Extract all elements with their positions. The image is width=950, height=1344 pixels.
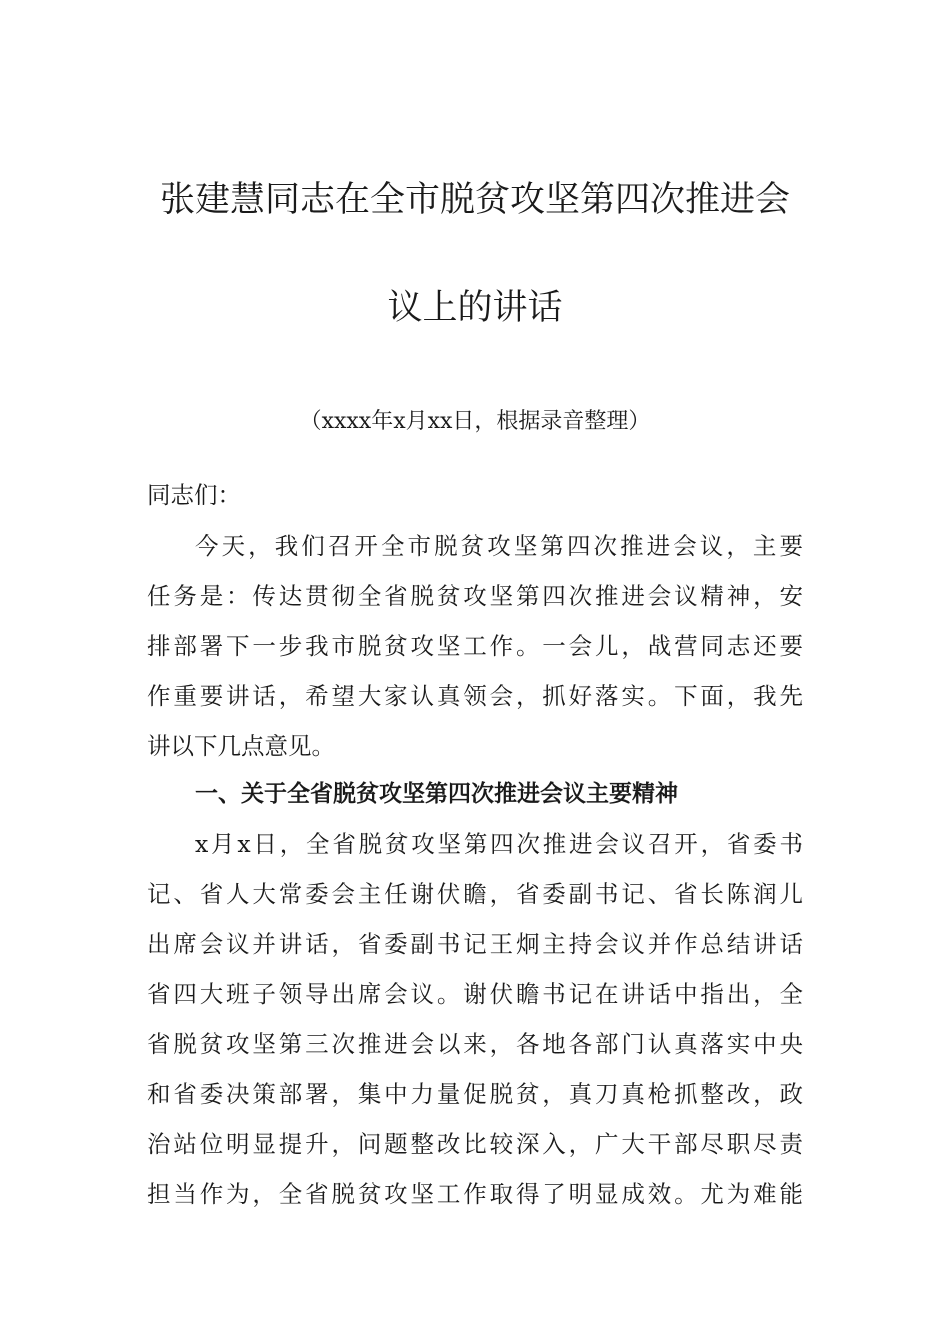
paragraph-1-line-1: 今天，我们召开全市脱贫攻坚第四次推进会议，主要 [195,532,803,560]
section-heading-1: 一、关于全省脱贫攻坚第四次推进会议主要精神 [195,781,678,807]
document-subtitle: （xxxx年x月xx日，根据录音整理） [299,409,651,434]
paragraph-2-line-7: 治站位明显提升，问题整改比较深入，广大干部尽职尽责 [147,1130,803,1158]
paragraph-2-line-4: 省四大班子领导出席会议。谢伏瞻书记在讲话中指出，全 [147,980,803,1008]
paragraph-1-line-3: 排部署下一步我市脱贫攻坚工作。一会儿，战营同志还要 [147,632,803,660]
paragraph-1-line-5: 讲以下几点意见。 [147,732,335,760]
paragraph-2-line-5: 省脱贫攻坚第三次推进会以来，各地各部门认真落实中央 [147,1030,803,1058]
paragraph-1-line-2: 任务是：传达贯彻全省脱贫攻坚第四次推进会议精神，安 [147,582,803,610]
paragraph-1-line-4: 作重要讲话，希望大家认真领会，抓好落实。下面，我先 [147,682,803,710]
document-title-line-1: 张建慧同志在全市脱贫攻坚第四次推进会 [159,180,790,220]
paragraph-2-line-8: 担当作为，全省脱贫攻坚工作取得了明显成效。尤为难能 [147,1180,803,1208]
paragraph-2-line-6: 和省委决策部署，集中力量促脱贫，真刀真枪抓整改，政 [147,1080,803,1108]
salutation: 同志们： [147,481,241,509]
paragraph-2-line-2: 记、省人大常委会主任谢伏瞻，省委副书记、省长陈润儿 [147,880,803,908]
paragraph-2-line-1: x月x日，全省脱贫攻坚第四次推进会议召开，省委书 [195,830,803,858]
paragraph-2-line-3: 出席会议并讲话，省委副书记王炯主持会议并作总结讲话 [147,930,803,958]
document-title-line-2: 议上的讲话 [387,288,563,328]
